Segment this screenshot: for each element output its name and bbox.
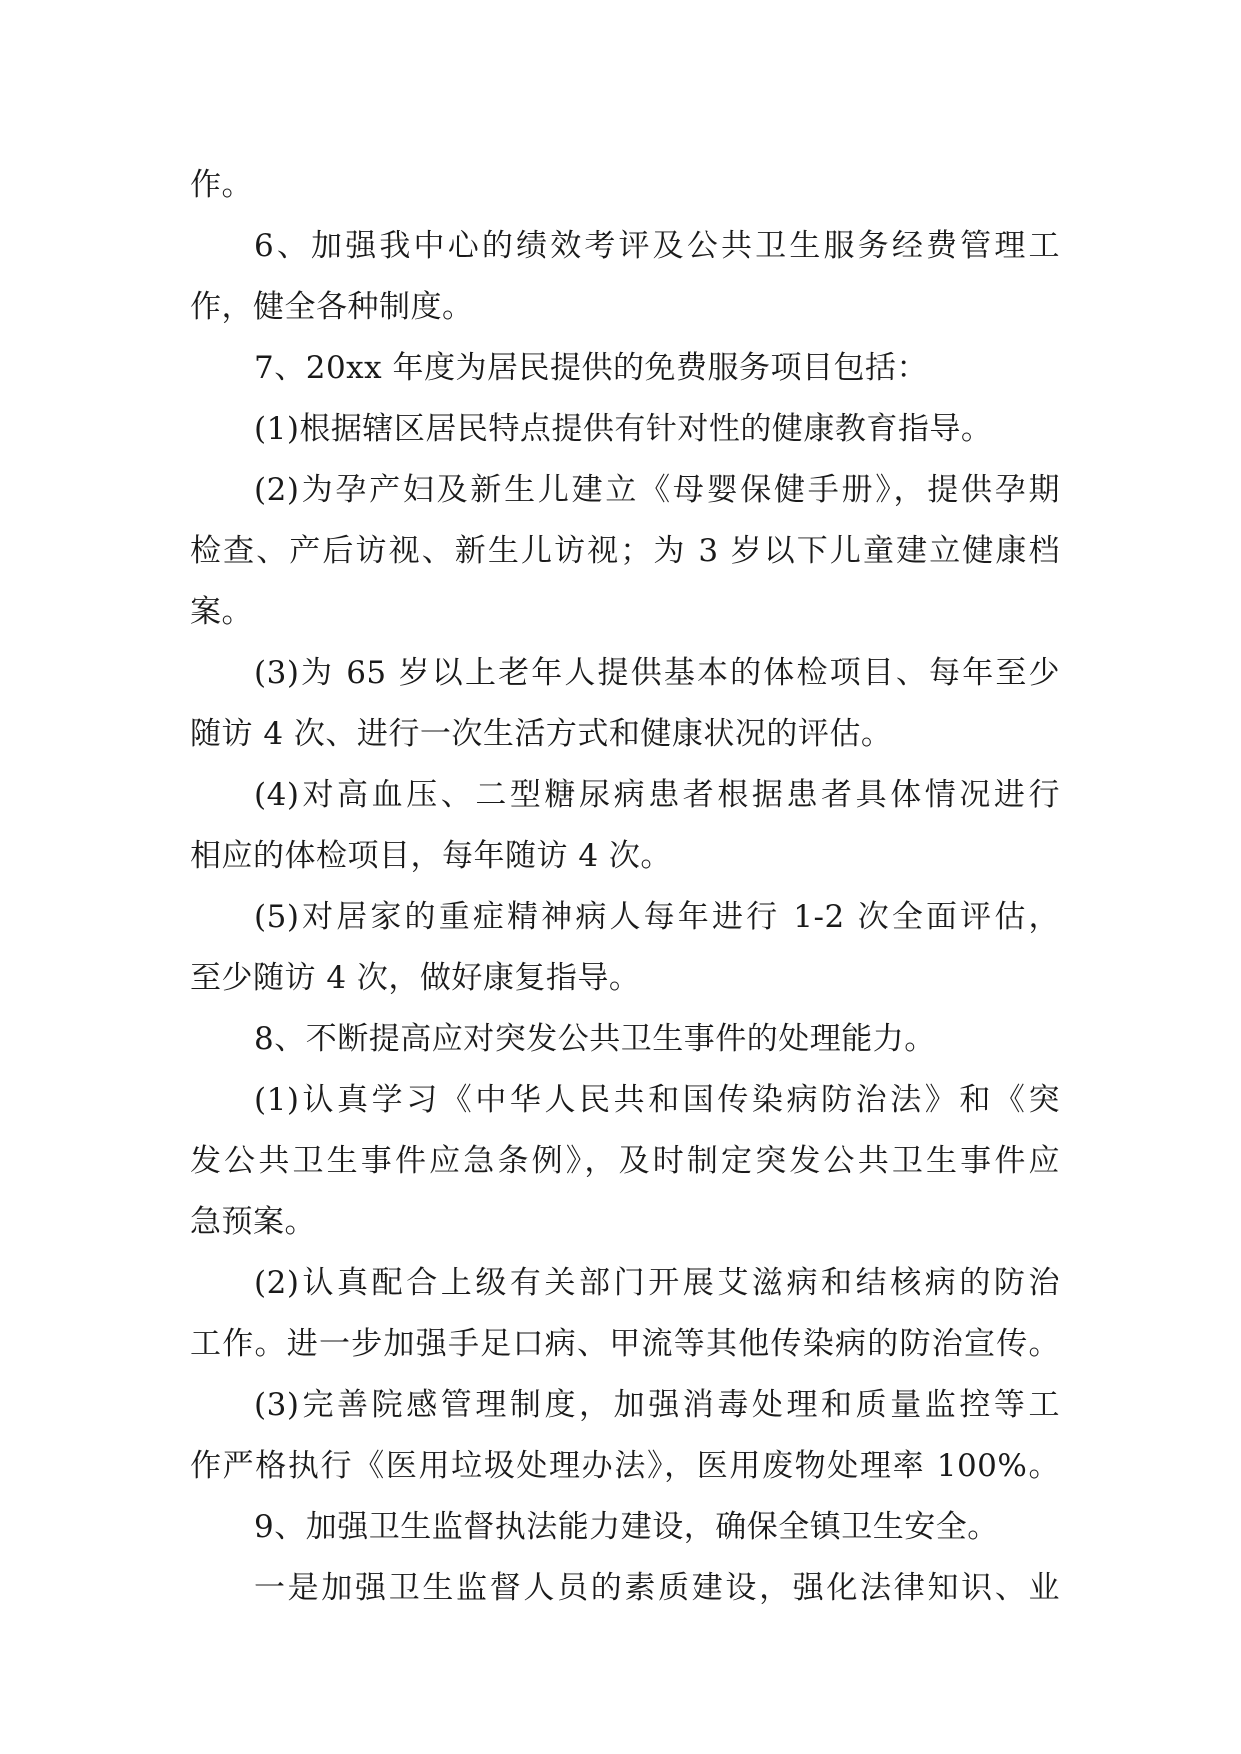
- text-line: (2)认真配合上级有关部门开展艾滋病和结核病的防治: [254, 1265, 1060, 1301]
- text-line: 至少随访 4 次，做好康复指导。: [190, 960, 641, 996]
- text-line: (2)为孕产妇及新生儿建立《母婴保健手册》，提供孕期: [254, 472, 1060, 508]
- text-line: (4)对高血压、二型糖尿病患者根据患者具体情况进行: [254, 777, 1060, 813]
- document-body: [190, 155, 1060, 1619]
- text-line: 发公共卫生事件应急条例》，及时制定突发公共卫生事件应: [190, 1143, 1060, 1179]
- text-line: 一是加强卫生监督人员的素质建设，强化法律知识、业: [254, 1570, 1060, 1606]
- text-line: (5)对居家的重症精神病人每年进行 1-2 次全面评估，: [254, 899, 1060, 935]
- text-line: 案。: [190, 594, 253, 630]
- text-line: 8、不断提高应对突发公共卫生事件的处理能力。: [254, 1021, 936, 1057]
- text-line: 7、20xx 年度为居民提供的免费服务项目包括：: [254, 350, 928, 386]
- text-line: (3)完善院感管理制度，加强消毒处理和质量监控等工: [254, 1387, 1060, 1423]
- text-line: 作。: [190, 167, 253, 203]
- text-line: 作，健全各种制度。: [190, 289, 474, 325]
- text-line: 6、加强我中心的绩效考评及公共卫生服务经费管理工: [254, 228, 1060, 264]
- text-line: 随访 4 次、进行一次生活方式和健康状况的评估。: [190, 716, 893, 752]
- text-line: (3)为 65 岁以上老年人提供基本的体检项目、每年至少: [254, 655, 1060, 691]
- text-line: 工作。进一步加强手足口病、甲流等其他传染病的防治宣传。: [190, 1326, 1060, 1362]
- text-line: 作严格执行《医用垃圾处理办法》，医用废物处理率 100%。: [190, 1448, 1060, 1484]
- text-line: 相应的体检项目，每年随访 4 次。: [190, 838, 672, 874]
- text-line: 急预案。: [190, 1204, 316, 1240]
- text-line: 检查、产后访视、新生儿访视；为 3 岁以下儿童建立健康档: [190, 533, 1060, 569]
- text-line: (1)根据辖区居民特点提供有针对性的健康教育指导。: [254, 411, 993, 447]
- text-line: 9、加强卫生监督执法能力建设，确保全镇卫生安全。: [254, 1509, 999, 1545]
- text-line: (1)认真学习《中华人民共和国传染病防治法》和《突: [254, 1082, 1060, 1118]
